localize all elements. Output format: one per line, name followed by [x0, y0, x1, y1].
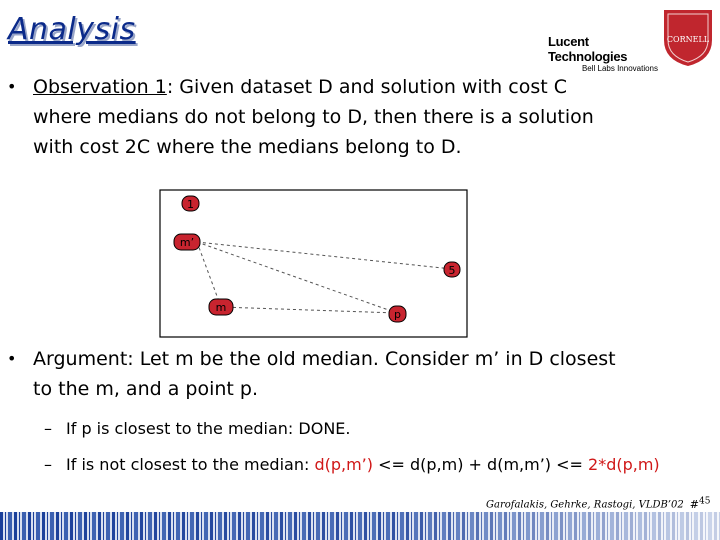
- page-number: [690, 498, 711, 511]
- sub-bullet-not-closest: [44, 454, 660, 476]
- decorative-stripe: [0, 512, 720, 540]
- diagram-frame: [160, 190, 467, 337]
- logo-sub-text: Bell Labs Innovations: [581, 64, 658, 73]
- cornell-seal: [660, 6, 716, 68]
- node-p: [389, 306, 406, 322]
- node-label: 1: [187, 198, 194, 211]
- bullet-line: [33, 72, 713, 102]
- bullet-line: to the m, and a point p.: [33, 378, 258, 400]
- bullet-observation: [7, 72, 713, 162]
- observation-text: : Given dataset D and solution with cost C: [166, 76, 567, 98]
- page-prefix: #: [689, 497, 699, 511]
- observation-label: Observation 1: [33, 76, 167, 98]
- lucent-logo: [548, 34, 658, 73]
- dash-marker: –: [44, 419, 52, 438]
- footer-citation: Garofalakis, Gehrke, Rastogi, VLDB’02: [486, 499, 684, 511]
- bullet-line: Argument: Let m be the old median. Consider m’ in D closest: [33, 348, 616, 370]
- node-m: [209, 299, 233, 315]
- bullet-dot: •: [7, 349, 17, 368]
- sub-bullet-closest: [44, 418, 351, 440]
- slide-title: Analysis: [8, 12, 136, 47]
- slide-footer: [486, 496, 710, 511]
- sub-bullet-text: If p is closest to the median: DONE.: [66, 419, 351, 438]
- node-1: [182, 196, 199, 211]
- sub-bullet-text: If is not closest to the median:: [66, 455, 315, 474]
- page-number-value: 45: [698, 496, 711, 506]
- node-label: p: [394, 308, 401, 321]
- node-5: [444, 262, 460, 277]
- node-label: m’: [179, 236, 195, 249]
- seal-text: CORNELL: [666, 35, 710, 44]
- bullet-line: where medians do not belong to D, then there is a solution: [33, 106, 594, 128]
- bound-highlight: 2*d(p,m): [588, 455, 660, 474]
- node-label: 5: [448, 264, 456, 277]
- logo-brand-text: Lucent Technologies: [548, 34, 628, 64]
- bullet-dot: •: [7, 77, 17, 96]
- median-diagram: [159, 189, 468, 338]
- inequality-text: <= d(p,m) + d(m,m’) <=: [373, 455, 589, 474]
- node-m-prime: [174, 234, 200, 250]
- node-label: m: [215, 301, 227, 314]
- dash-marker: –: [44, 455, 52, 474]
- bullet-argument: [7, 344, 713, 404]
- distance-highlight: d(p,m’): [314, 455, 374, 474]
- bullet-line: with cost 2C where the medians belong to D.: [33, 136, 462, 158]
